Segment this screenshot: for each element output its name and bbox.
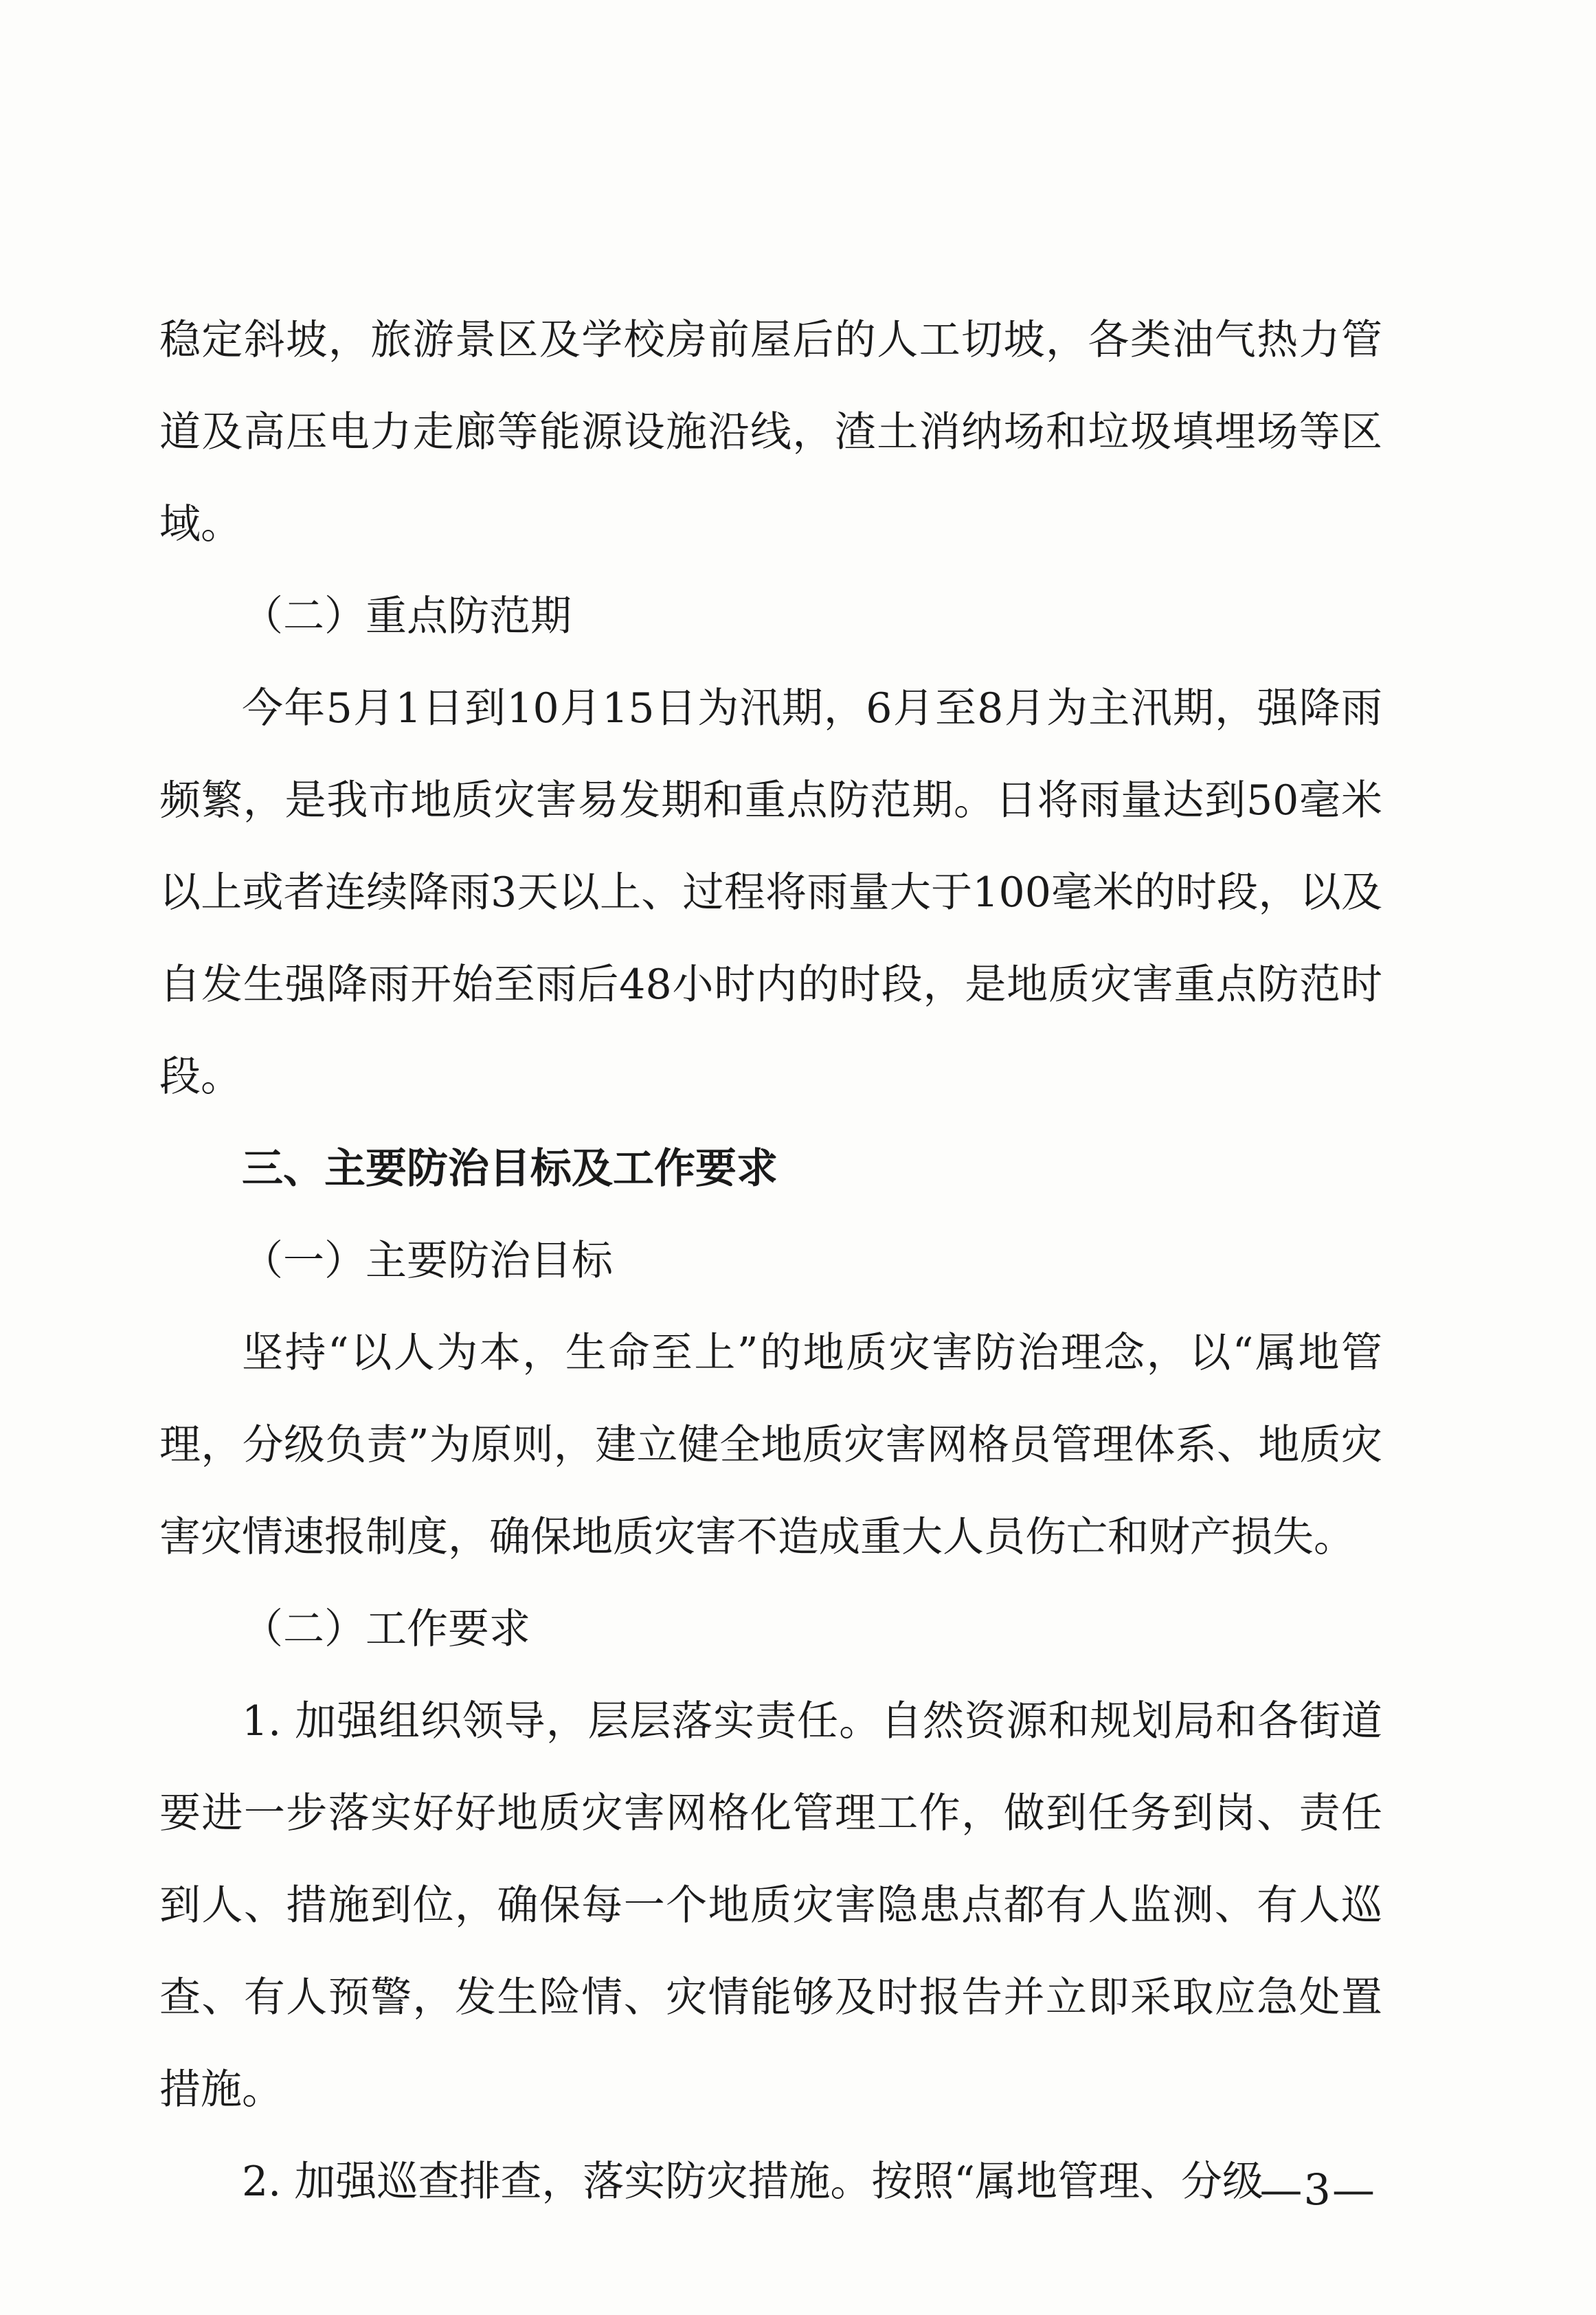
paragraph-p9: 2. 加强巡查排查，落实防灾措施。按照“属地管理、分级 — [242, 2158, 1263, 2206]
body-text — [159, 294, 1382, 2228]
subheading-key-prevention-period: （二）重点防范期 — [242, 592, 572, 640]
paragraph-p1: 稳定斜坡，旅游景区及学校房前屋后的人工切坡，各类油气热力管道及高压电力走廊等能源设施沿线，渣土消纳场和垃圾填埋场等区域。 — [159, 316, 1382, 548]
subheading-work-requirements: （二）工作要求 — [242, 1605, 530, 1653]
section-heading-three: 三、主要防治目标及工作要求 — [242, 1145, 778, 1193]
paragraph-p6: 坚持“以人为本，生命至上”的地质灾害防治理念，以“属地管理，分级负责”为原则，建立健全地质灾害网格员管理体系、地质灾害灾情速报制度，确保地质灾害不造成重大人员伤亡和财产损失。 — [159, 1329, 1382, 1561]
subheading-main-goals: （一）主要防治目标 — [242, 1237, 613, 1285]
paragraph-p8: 1. 加强组织领导，层层落实责任。自然资源和规划局和各街道要进一步落实好好地质灾害网格化管理工作，做到任务到岗、责任到人、措施到位，确保每一个地质灾害隐患点都有人监测、有人巡查、有人预警，发生险情、灾情能够及时报告并立即采取应急处置措施。 — [159, 1697, 1382, 2114]
page-number: —3— — [1259, 2165, 1376, 2215]
paragraph-p3: 今年5月1日到10月15日为汛期，6月至8月为主汛期，强降雨频繁，是我市地质灾害易发期和重点防范期。日将雨量达到50毫米以上或者连续降雨3天以上、过程将雨量大于100毫米的时段，以及自发生强降雨开始至雨后48小时内的时段，是地质灾害重点防范时段。 — [159, 684, 1382, 1101]
